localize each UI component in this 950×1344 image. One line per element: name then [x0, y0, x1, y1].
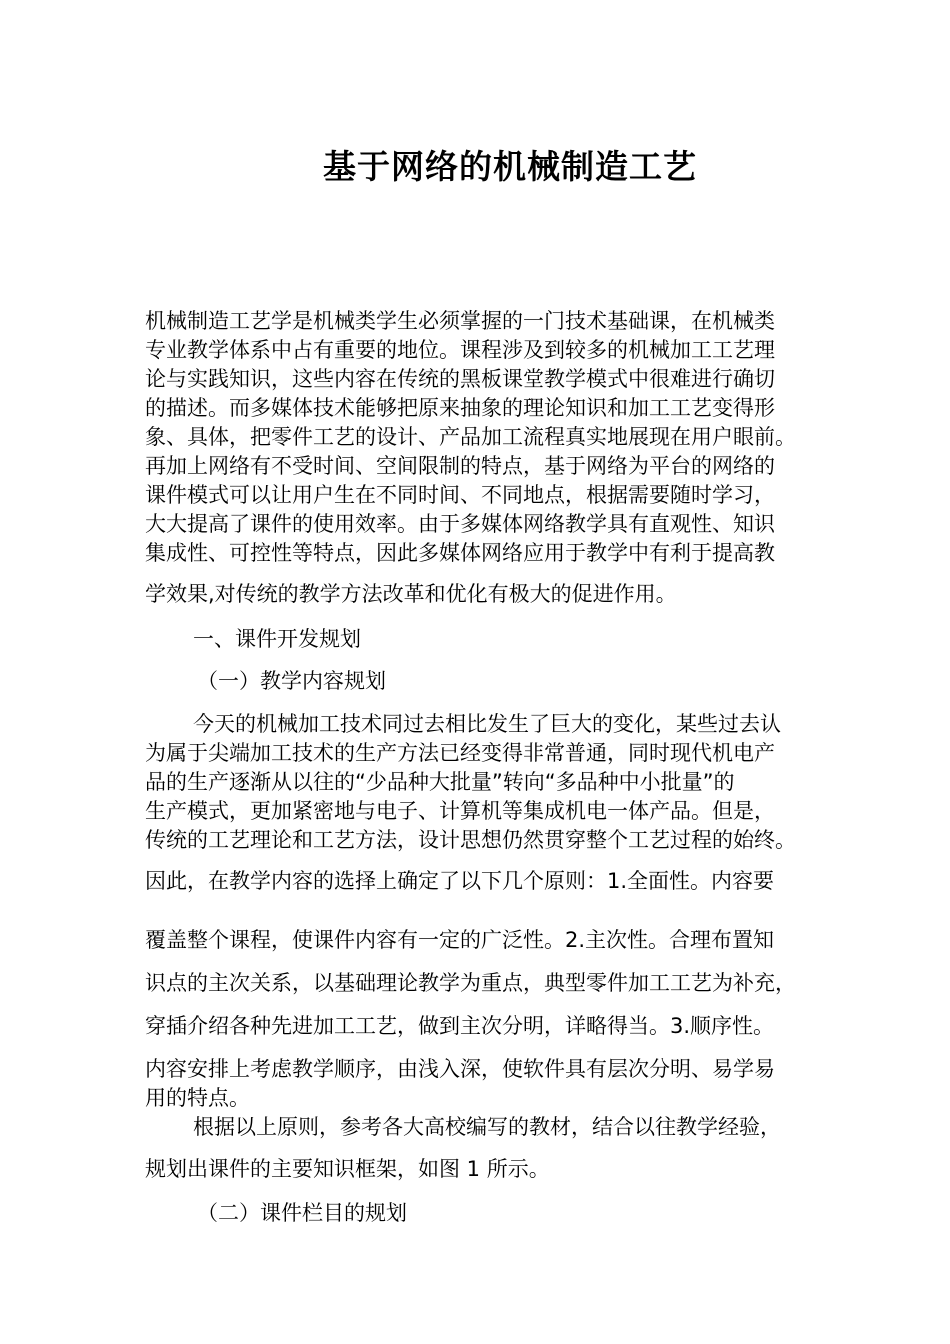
text-line: 规划出课件的主要知识框架，如图 1 所示。 — [145, 1157, 550, 1181]
text-line: 集成性、可控性等特点，因此多媒体网络应用于教学中有利于提高教 — [145, 541, 775, 565]
text-line: 课件模式可以让用户生在不同时间、不同地点，根据需要随时学习， — [145, 483, 775, 507]
text-line: 机械制造工艺学是机械类学生必须掌握的一门技术基础课，在机械类 — [145, 309, 775, 333]
text-line: 因此，在教学内容的选择上确定了以下几个原则：1.全面性。内容要 — [145, 869, 775, 893]
text-line: 学效果,对传统的教学方法改革和优化有极大的促进作用。 — [145, 582, 677, 606]
text-line: 今天的机械加工技术同过去相比发生了巨大的变化，某些过去认 — [193, 712, 781, 736]
text-line: 为属于尖端加工技术的生产方法已经变得非常普通，同时现代机电产 — [145, 741, 775, 765]
text-line: 生产模式，更加紧密地与电子、计算机等集成机电一体产品。但是， — [145, 799, 775, 823]
text-line: 内容安排上考虑教学顺序，由浅入深，使软件具有层次分明、易学易 — [145, 1057, 775, 1081]
subsection-heading: （一）教学内容规划 — [197, 669, 386, 693]
text-line: 的描述。而多媒体技术能够把原来抽象的理论知识和加工工艺变得形 — [145, 396, 775, 420]
subsection-heading: （二）课件栏目的规划 — [197, 1201, 407, 1225]
text-line: 大大提高了课件的使用效率。由于多媒体网络教学具有直观性、知识 — [145, 512, 775, 536]
text-line: 专业教学体系中占有重要的地位。课程涉及到较多的机械加工工艺理 — [145, 338, 775, 362]
text-line: 穿插介绍各种先进加工工艺，做到主次分明，详略得当。3.顺序性。 — [145, 1014, 775, 1038]
section-heading: 一、课件开发规划 — [193, 627, 361, 651]
text-line: 论与实践知识，这些内容在传统的黑板课堂教学模式中很难进行确切 — [145, 367, 775, 391]
document-title: 基于网络的机械制造工艺 — [323, 147, 697, 186]
text-line: 根据以上原则，参考各大高校编写的教材，结合以往教学经验， — [193, 1115, 781, 1139]
text-line: 品的生产逐渐从以往的“少品种大批量”转向“多品种中小批量”的 — [145, 770, 735, 794]
text-line: 覆盖整个课程，使课件内容有一定的广泛性。2.主次性。合理布置知 — [145, 928, 775, 952]
text-line: 识点的主次关系，以基础理论教学为重点，典型零件加工工艺为补充， — [145, 971, 796, 995]
text-line: 用的特点。 — [145, 1086, 250, 1110]
text-line: 象、具体，把零件工艺的设计、产品加工流程真实地展现在用户眼前。 — [145, 425, 796, 449]
text-line: 再加上网络有不受时间、空间限制的特点，基于网络为平台的网络的 — [145, 454, 775, 478]
text-line: 传统的工艺理论和工艺方法，设计思想仍然贯穿整个工艺过程的始终。 — [145, 828, 796, 852]
